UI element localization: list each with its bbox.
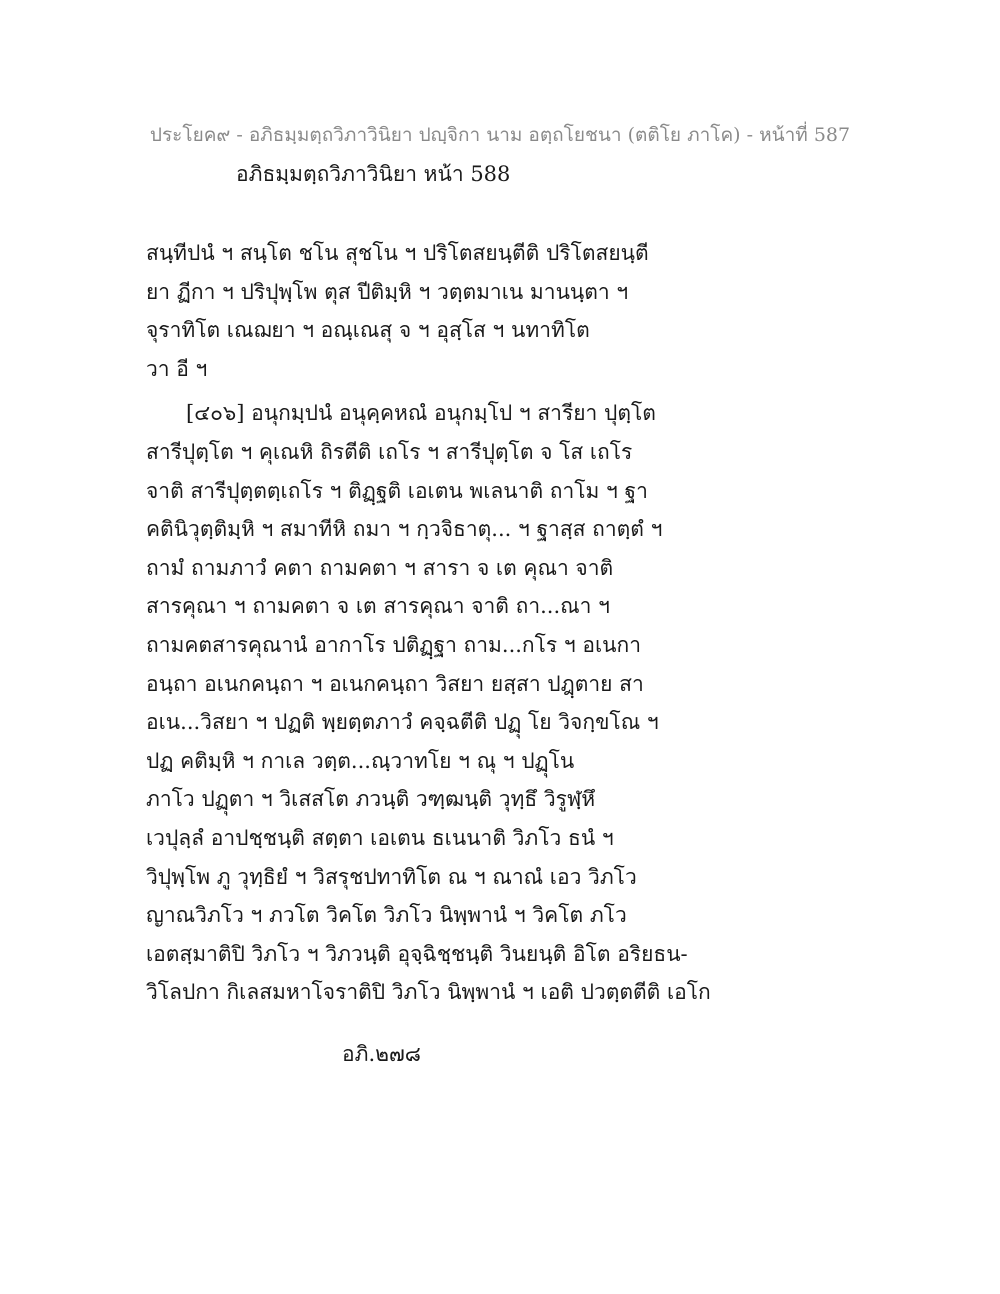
text-line: ถามคตสารคุณานํ อากาโร ปติฏฺฐา ถาม...กโร ฯ อเนกา [146, 632, 641, 657]
text-line: วิโลปกา กิเลสมหาโจราติปิ วิภโว นิพฺพานํ ฯ เอติ ปวตฺตตีติ เอโก [146, 980, 711, 1005]
page-footer-ref: อภิ.๒๗๘ [342, 1042, 421, 1066]
text-line: ปฏ คติมฺหิ ฯ กาเล วตฺต...ณฺวาทโย ฯ ณุ ฯ ปฏุโน [146, 748, 575, 773]
text-line: วิปุพฺโพ ภู วุทฺธิยํ ฯ วิสรุชปทาทิโต ณ ฯ ณาณํ เอว วิภโว [146, 864, 637, 889]
text-line: สารคุณา ฯ ถามคตา จ เต สารคุณา จาติ ถา...ณา ฯ [146, 594, 610, 619]
text-line: สารีปุตฺโต ฯ คุเณหิ ถิรตีติ เถโร ฯ สารีปุตฺโต จ โส เถโร [146, 439, 633, 464]
text-line: คตินิวุตฺติมฺหิ ฯ สมาทีหิ ถมา ฯ กฺวจิธาตุ... ฯ ฐาสฺส ถาตฺตํ ฯ [146, 517, 663, 542]
main-text [146, 234, 866, 1012]
text-line: อนฺถา อเนกคนฺถา ฯ อเนกคนฺถา วิสยา ยสฺสา ปฎฺตาย สา [146, 671, 644, 696]
text-line: จุราทิโต เณฌยา ฯ อณฺเณสุ จ ฯ อุสฺโส ฯ นทาทิโต [146, 318, 590, 343]
text-line: ญาณวิภโว ฯ ภวโต วิคโต วิภโว นิพฺพานํ ฯ วิคโต ภโว [146, 903, 627, 928]
text-line: ถามํ ถามภาวํ คตา ถามคตา ฯ สารา จ เต คุณา จาติ [146, 555, 614, 580]
text-line: [๔๐๖] อนุกมฺปนํ อนุคฺคหณํ อนุกมฺโป ฯ สารียา ปุตฺโต [186, 401, 656, 426]
text-line: สนฺทีปนํ ฯ สนฺโต ชโน สุชโน ฯ ปริโตสยนฺตีติ ปริโตสยนฺตี [146, 241, 649, 265]
text-line: ภาโว ปฏุตา ฯ วิเสสโต ภวนฺติ วฑฺฒนฺติ วุทฺธึ วิรูฬฺหึ [146, 787, 596, 812]
text-line: เวปุลฺลํ อาปชฺชนฺติ สตฺตา เอเตน ธเนนาติ วิภโว ธนํ ฯ [146, 825, 614, 850]
page-label: อภิธมฺมตฺถวิภาวินิยา หน้า 588 [236, 162, 511, 186]
text-line: จาติ สารีปุตฺตตฺเถโร ฯ ติฏฺฐติ เอเตน พเลนาติ ถาโม ฯ ฐา [146, 478, 648, 503]
text-line: วา อี ฯ [146, 356, 208, 381]
text-line: อเน...วิสยา ฯ ปฏติ พฺยตฺตภาวํ คจฺฉตีติ ปฏุ โย วิจกฺขโณ ฯ [146, 710, 659, 735]
text-line: ยา ฏีกา ฯ ปริปุพฺโพ ตุส ปีติมฺหิ ฯ วตฺตมาเน มานนฺตา ฯ [146, 279, 629, 304]
running-header [0, 120, 1000, 150]
text-line: เอตสฺมาติปิ วิภโว ฯ วิภวนฺติ อุจฺฉิชฺชนฺติ วินยนฺติ อิโต อริยธน- [146, 941, 688, 966]
running-title: ประโยค๙ - อภิธมฺมตฺถวิภาวินิยา ปญฺจิกา นาม อตฺถโยชนา (ตติโย ภาโค) - หน้าที่ 587 [149, 124, 851, 146]
